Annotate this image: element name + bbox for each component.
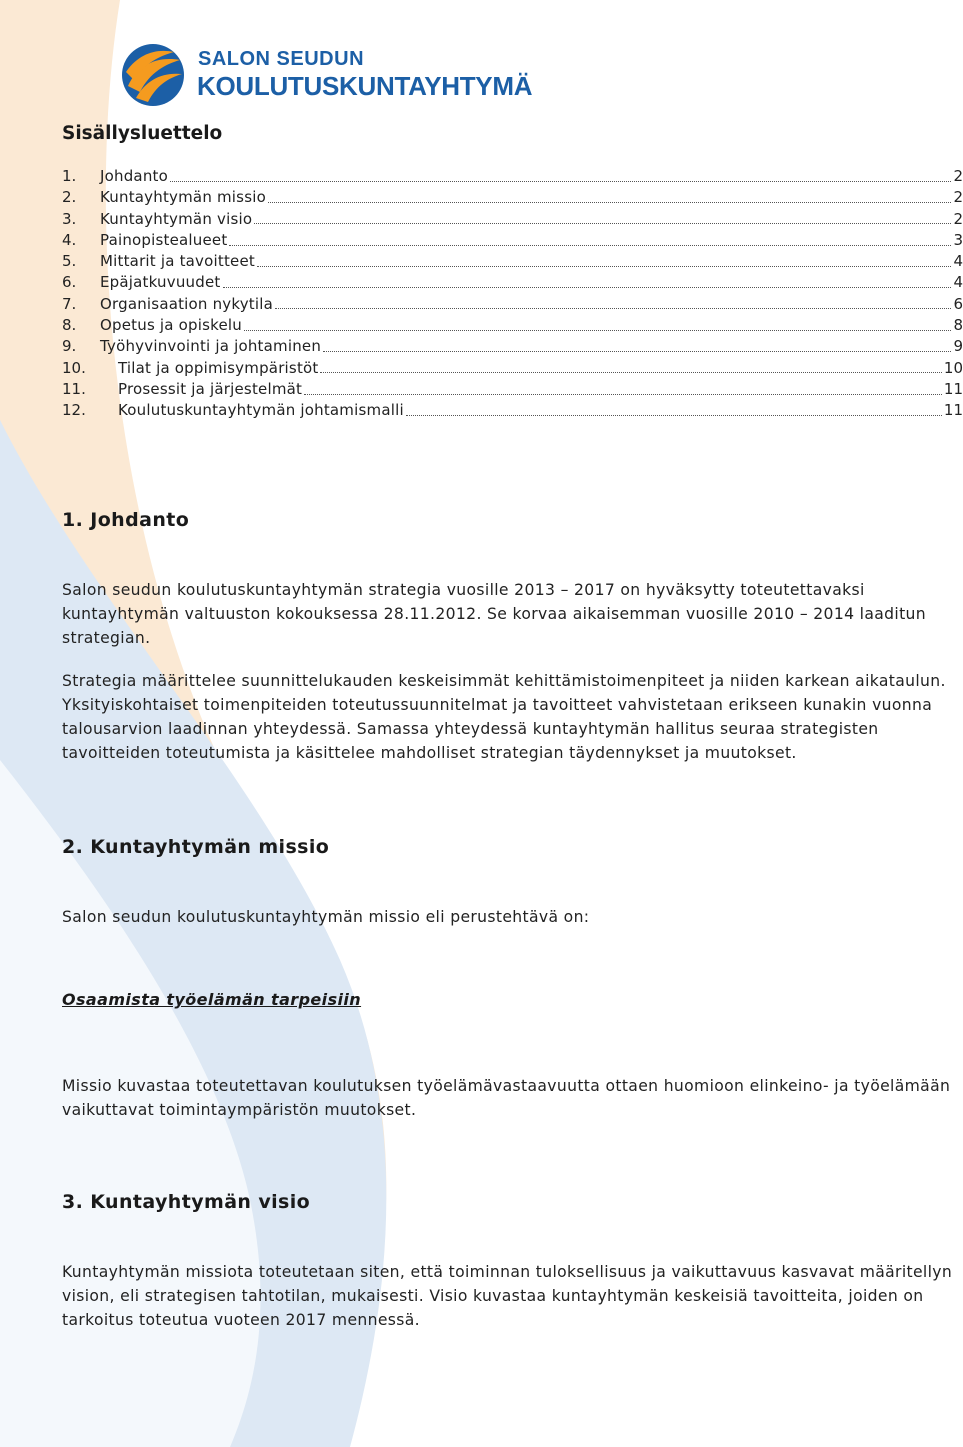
toc-entry-label: Painopistealueet [100, 230, 228, 249]
table-of-contents [62, 167, 963, 423]
toc-entry-page: 8 [953, 316, 963, 335]
toc-dot-leader [268, 201, 952, 203]
toc-entry-label: Opetus ja opiskelu [100, 316, 242, 335]
section-1-paragraph-1: Salon seudun koulutuskuntayhtymän strategia vuosille 2013 – 2017 on hyväksytty toteutettavaksi kuntayhtymän valtuuston kokouksessa 28.11.2012. Se korvaa aikaisemman vuosille 2010 – 2014 laaditun strategian. [62, 581, 927, 647]
toc-entry-page: 4 [953, 252, 963, 271]
organization-logo [120, 42, 590, 112]
toc-dot-leader [244, 329, 951, 331]
logo-line-2: KOULUTUSKUNTAYHTYMÄ [197, 71, 533, 101]
toc-entry[interactable] [62, 316, 963, 337]
toc-entry[interactable] [62, 295, 963, 316]
section-1-paragraph-2: Strategia määrittelee suunnittelukauden keskeisimmät kehittämistoimenpiteet ja niiden karkean aikataulun. Yksityiskohtaiset toimenpiteiden toteutussuunnitelmat ja tavoitteet vahvistetaan erikseen kunakin vuonna talousarvion laadinnan yhteydessä. Samassa yhteydessä kuntayhtymän hallitus seuraa strategisten tavoitteiden toteutumista ja käsittelee mahdolliset strategian täydennykset ja muutokset. [62, 672, 946, 762]
section-1-heading: 1. Johdanto [62, 509, 190, 531]
toc-entry-label: Kuntayhtymän missio [100, 188, 266, 207]
toc-entry[interactable] [62, 252, 963, 273]
toc-entry[interactable] [62, 167, 963, 188]
toc-title: Sisällysluettelo [62, 123, 223, 144]
toc-entry-page: 2 [953, 167, 963, 185]
toc-entry-page: 2 [953, 188, 963, 207]
toc-entry-page: 10 [943, 358, 963, 377]
toc-entry-number: 4. [62, 230, 77, 249]
toc-entry-label: Mittarit ja tavoitteet [100, 252, 255, 271]
toc-entry-page: 11 [943, 401, 963, 420]
toc-dot-leader [257, 265, 951, 267]
toc-entry-page: 6 [953, 294, 963, 313]
toc-entry-number: 6. [62, 273, 77, 292]
toc-entry-page: 11 [943, 379, 963, 398]
toc-entry-number: 8. [62, 316, 77, 335]
toc-entry-label: Epäjatkuvuudet [100, 273, 221, 292]
toc-entry[interactable] [62, 337, 963, 358]
toc-entry-label: Kuntayhtymän visio [100, 209, 253, 228]
toc-entry-page: 3 [953, 230, 963, 249]
toc-entry-label: Johdanto [100, 167, 168, 185]
section-2-intro: Salon seudun koulutuskuntayhtymän missio eli perustehtävä on: [62, 908, 590, 926]
section-2-paragraph: Missio kuvastaa toteutettavan koulutuksen työelämävastaavuutta ottaen huomioon elinkeino- ja työelämään vaikuttavat toimintaympäristön muutokset. [62, 1077, 951, 1119]
toc-entry-number: 3. [62, 209, 77, 228]
toc-dot-leader [275, 307, 951, 309]
toc-entry-page: 9 [953, 337, 963, 356]
toc-entry-number: 10. [62, 358, 86, 377]
toc-entry[interactable] [62, 231, 963, 252]
toc-entry-number: 2. [62, 188, 77, 207]
missio-statement: Osaamista työelämän tarpeisiin [62, 990, 362, 1009]
toc-dot-leader [304, 393, 942, 395]
toc-dot-leader [323, 350, 951, 352]
toc-entry-label: Koulutuskuntayhtymän johtamismalli [118, 401, 404, 420]
toc-entry-label: Työhyvinvointi ja johtaminen [100, 337, 322, 356]
logo-line-1: SALON SEUDUN [198, 48, 365, 70]
section-3-paragraph: Kuntayhtymän missiota toteutetaan siten, että toiminnan tuloksellisuus ja vaikuttavuus kasvavat määritellyn vision, eli strategisen tahtotilan, mukaisesti. Visio kuvastaa kuntayhtymän keskeisiä tavoitteita, joiden on tarkoitus toteutua vuoteen 2017 mennessä. [62, 1263, 953, 1329]
toc-entry-number: 11. [62, 379, 86, 398]
toc-dot-leader [254, 222, 951, 224]
section-3-heading: 3. Kuntayhtymän visio [62, 1191, 311, 1213]
toc-entry-label: Prosessit ja järjestelmät [118, 379, 303, 398]
toc-entry-number: 7. [62, 294, 77, 313]
toc-entry[interactable] [62, 210, 963, 231]
toc-entry[interactable] [62, 188, 963, 209]
toc-entry[interactable] [62, 380, 963, 401]
toc-dot-leader [229, 244, 951, 246]
toc-entry-number: 5. [62, 252, 77, 271]
toc-entry[interactable] [62, 273, 963, 294]
toc-entry-page: 2 [953, 209, 963, 228]
toc-dot-leader [320, 371, 941, 373]
toc-entry-label: Tilat ja oppimisympäristöt [118, 358, 319, 377]
toc-entry-page: 4 [953, 273, 963, 292]
toc-dot-leader [223, 286, 952, 288]
toc-entry-label: Organisaation nykytila [100, 294, 274, 313]
logo-emblem-icon [120, 42, 186, 108]
toc-entry-number: 1. [62, 167, 77, 185]
toc-dot-leader [170, 180, 951, 182]
toc-entry-number: 12. [62, 401, 86, 420]
toc-dot-leader [406, 414, 942, 416]
toc-entry[interactable] [62, 359, 963, 380]
toc-entry-number: 9. [62, 337, 77, 356]
toc-entry[interactable] [62, 401, 963, 422]
section-2-heading: 2. Kuntayhtymän missio [62, 836, 330, 858]
